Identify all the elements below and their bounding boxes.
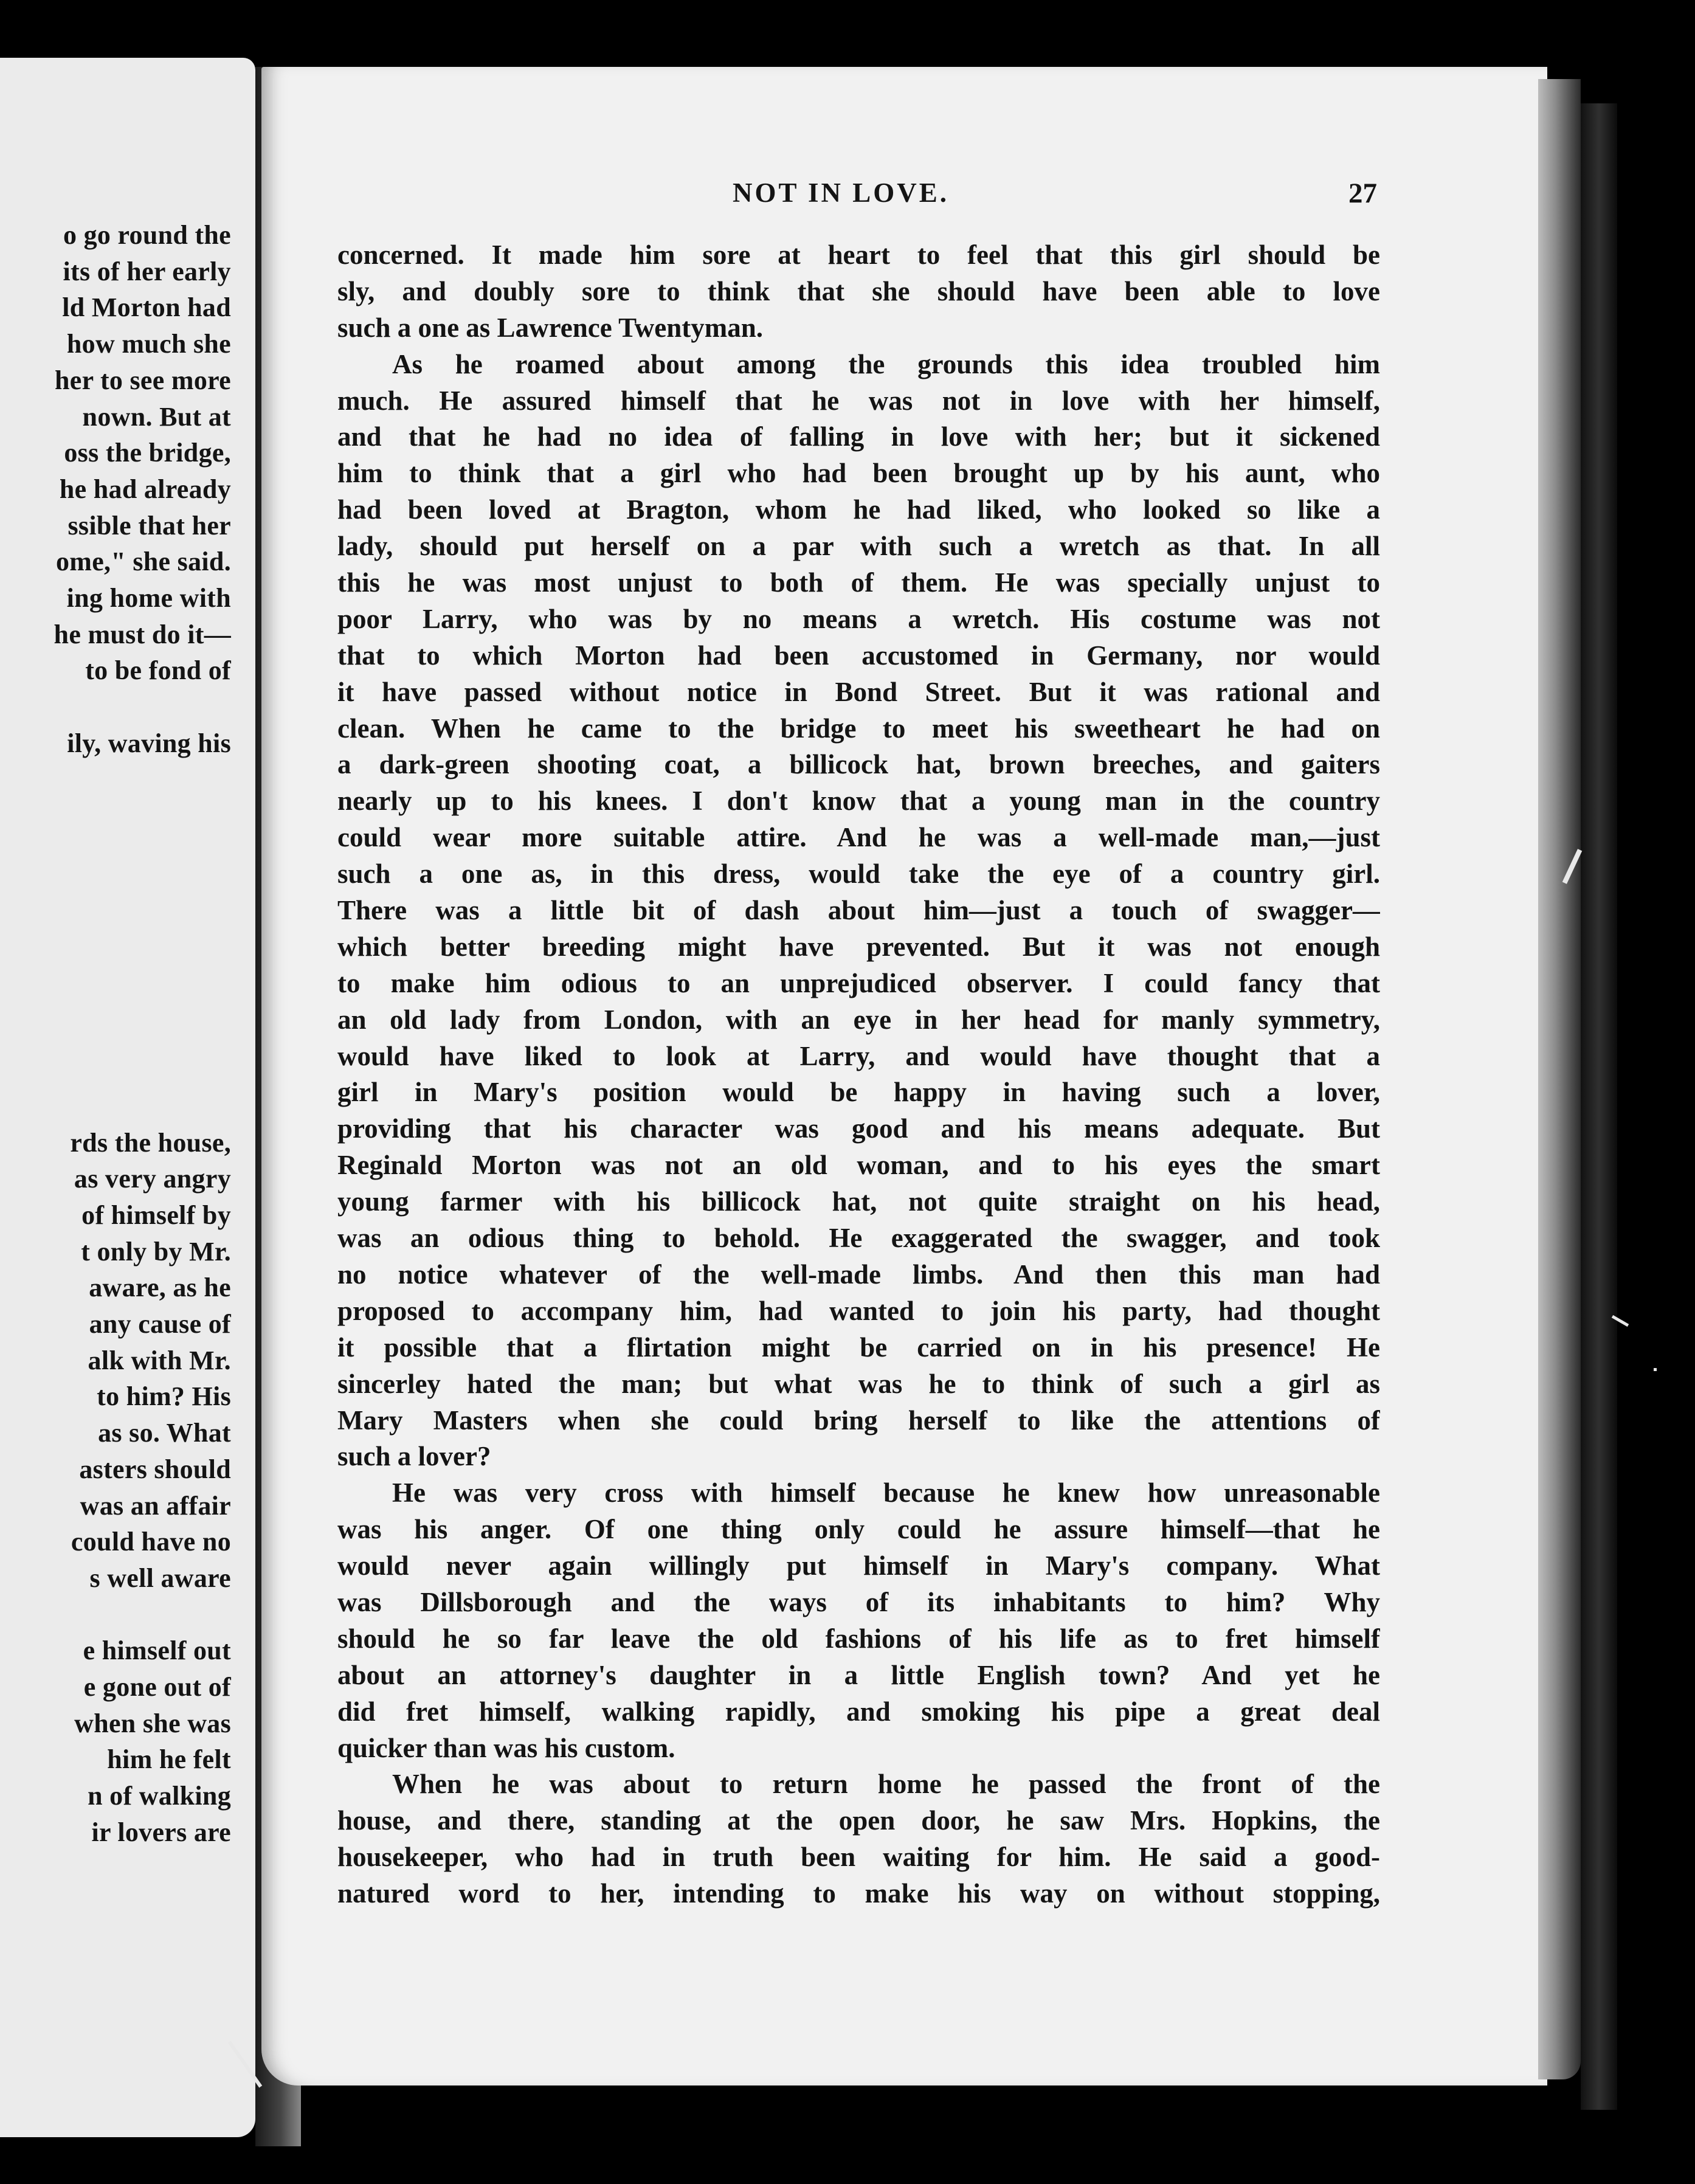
left-page-line: o go round the: [63, 220, 231, 250]
text-line: sincerley hated the man; but what was he to think of such a girl as: [337, 1368, 1380, 1399]
text-line: nearly up to his knees. I don't know that a young man in the country: [337, 786, 1380, 817]
left-page-line: its of her early: [63, 256, 231, 286]
text-line: girl in Mary's position would be happy in having such a lover,: [337, 1077, 1380, 1108]
text-line: such a lover?: [337, 1441, 491, 1472]
cover-edge: [1581, 103, 1617, 2110]
text-line: that to which Morton had been accustomed in Germany, nor would: [337, 640, 1380, 671]
text-line: this he was most unjust to both of them. He was specially unjust to: [337, 567, 1380, 598]
text-line: quicker than was his custom.: [337, 1732, 675, 1763]
text-line: an old lady from London, with an eye in her head for manly symmetry,: [337, 1004, 1380, 1035]
text-line: could wear more suitable attire. And he was a well-made man,—just: [337, 822, 1380, 853]
body-text: [337, 237, 1380, 1912]
text-line: When he was about to return home he passed the front of the: [392, 1769, 1380, 1800]
text-line: natured word to her, intending to make his way on without stopping,: [337, 1878, 1380, 1909]
text-line: it have passed without notice in Bond Street. But it was rational and: [337, 676, 1380, 707]
left-page-line: rds the house,: [70, 1127, 231, 1158]
text-line: housekeeper, who had in truth been waiting for him. He said a good-: [337, 1842, 1380, 1873]
running-head: NOT IN LOVE.: [733, 178, 949, 208]
left-page-line: as very angry: [74, 1164, 231, 1194]
text-line: He was very cross with himself because he knew how unreasonable: [392, 1477, 1380, 1508]
left-page-line: t only by Mr.: [81, 1236, 231, 1267]
left-page-line: any cause of: [89, 1309, 231, 1339]
text-line: house, and there, standing at the open door, he saw Mrs. Hopkins, the: [337, 1805, 1380, 1836]
left-page-line: ld Morton had: [62, 292, 231, 323]
text-line: about an attorney's daughter in a little English town? And yet he: [337, 1659, 1380, 1690]
text-line: concerned. It made him sore at heart to feel that this girl should be: [337, 240, 1380, 270]
text-line: lady, should put herself on a par with such a wretch as that. In all: [337, 531, 1380, 562]
text-line: a dark-green shooting coat, a billicock hat, brown breeches, and gaiters: [337, 749, 1380, 780]
text-line: such a one as, in this dress, would take the eye of a country girl.: [337, 859, 1380, 890]
left-page-line: ing home with: [66, 583, 231, 613]
text-line: it possible that a flirtation might be carried on in his presence! He: [337, 1332, 1380, 1363]
left-page-line: to him? His: [97, 1381, 231, 1412]
left-page-line: him he felt: [107, 1744, 231, 1775]
left-page-line: alk with Mr.: [88, 1345, 231, 1375]
text-line: which better breeding might have prevented. But it was not enough: [337, 931, 1380, 962]
left-page-line: nown. But at: [82, 401, 231, 432]
left-page-line: ssible that her: [67, 510, 231, 541]
left-page-line: how much she: [66, 329, 231, 359]
page-number: 27: [1348, 178, 1377, 209]
left-page-line: when she was: [74, 1708, 231, 1738]
left-page-line: could have no: [71, 1527, 231, 1557]
text-line: young farmer with his billicock hat, not quite straight on his head,: [337, 1186, 1380, 1217]
text-line: should he so far leave the old fashions of his life as to fret himself: [337, 1623, 1380, 1654]
text-line: did fret himself, walking rapidly, and smoking his pipe a great deal: [337, 1696, 1380, 1727]
left-page-line: as so. What: [98, 1418, 231, 1448]
text-line: providing that his character was good and his means adequate. But: [337, 1113, 1380, 1144]
text-line: much. He assured himself that he was not in love with her himself,: [337, 385, 1380, 416]
left-page-line: n of walking: [88, 1781, 231, 1811]
left-page-line: ir lovers are: [91, 1817, 231, 1847]
text-line: had been loved at Bragton, whom he had liked, who looked so like a: [337, 494, 1380, 525]
left-page-line: s well aware: [89, 1563, 231, 1593]
left-page-line: he must do it—: [54, 619, 231, 649]
text-line: poor Larry, who was by no means a wretch. His costume was not: [337, 603, 1380, 634]
text-line: would have liked to look at Larry, and would have thought that a: [337, 1040, 1380, 1071]
left-page-line: he had already: [59, 474, 231, 504]
left-page-line: asters should: [79, 1454, 231, 1484]
text-line: sly, and doubly sore to think that she should have been able to love: [337, 275, 1380, 306]
left-page-line: e gone out of: [83, 1672, 231, 1702]
left-page-line: oss the bridge,: [64, 438, 231, 468]
left-page-line: was an affair: [80, 1490, 231, 1521]
text-line: clean. When he came to the bridge to meet his sweetheart he had on: [337, 713, 1380, 744]
text-line: Mary Masters when she could bring herself to like the attentions of: [337, 1405, 1380, 1436]
left-page-line: e himself out: [83, 1636, 231, 1666]
text-line: As he roamed about among the grounds this idea troubled him: [392, 348, 1380, 379]
text-line: was his anger. Of one thing only could he assure himself—that he: [337, 1514, 1380, 1545]
left-page-line: to be fond of: [85, 655, 231, 686]
paper-speck: [1654, 1368, 1657, 1371]
left-page-line: aware, as he: [89, 1273, 231, 1303]
text-line: Reginald Morton was not an old woman, and to his eyes the smart: [337, 1150, 1380, 1181]
text-line: There was a little bit of dash about him—just a touch of swagger—: [337, 895, 1380, 926]
text-line: was an odious thing to behold. He exaggerated the swagger, and took: [337, 1223, 1380, 1254]
page-edge: [1538, 79, 1581, 2079]
left-page-line: ome," she said.: [55, 547, 231, 577]
left-page-line: ily, waving his: [67, 728, 231, 758]
text-line: such a one as Lawrence Twentyman.: [337, 312, 764, 343]
text-line: him to think that a girl who had been brought up by his aunt, who: [337, 458, 1380, 489]
left-facing-page: [0, 58, 255, 2137]
left-page-line: of himself by: [81, 1200, 231, 1230]
text-line: would never again willingly put himself in Mary's company. What: [337, 1550, 1380, 1581]
text-line: no notice whatever of the well-made limbs. And then this man had: [337, 1259, 1380, 1290]
text-line: to make him odious to an unprejudiced observer. I could fancy that: [337, 967, 1380, 998]
text-line: and that he had no idea of falling in love with her; but it sickened: [337, 421, 1380, 452]
text-line: proposed to accompany him, had wanted to join his party, had thought: [337, 1295, 1380, 1326]
left-page-line: her to see more: [55, 365, 231, 395]
text-line: was Dillsborough and the ways of its inhabitants to him? Why: [337, 1586, 1380, 1617]
